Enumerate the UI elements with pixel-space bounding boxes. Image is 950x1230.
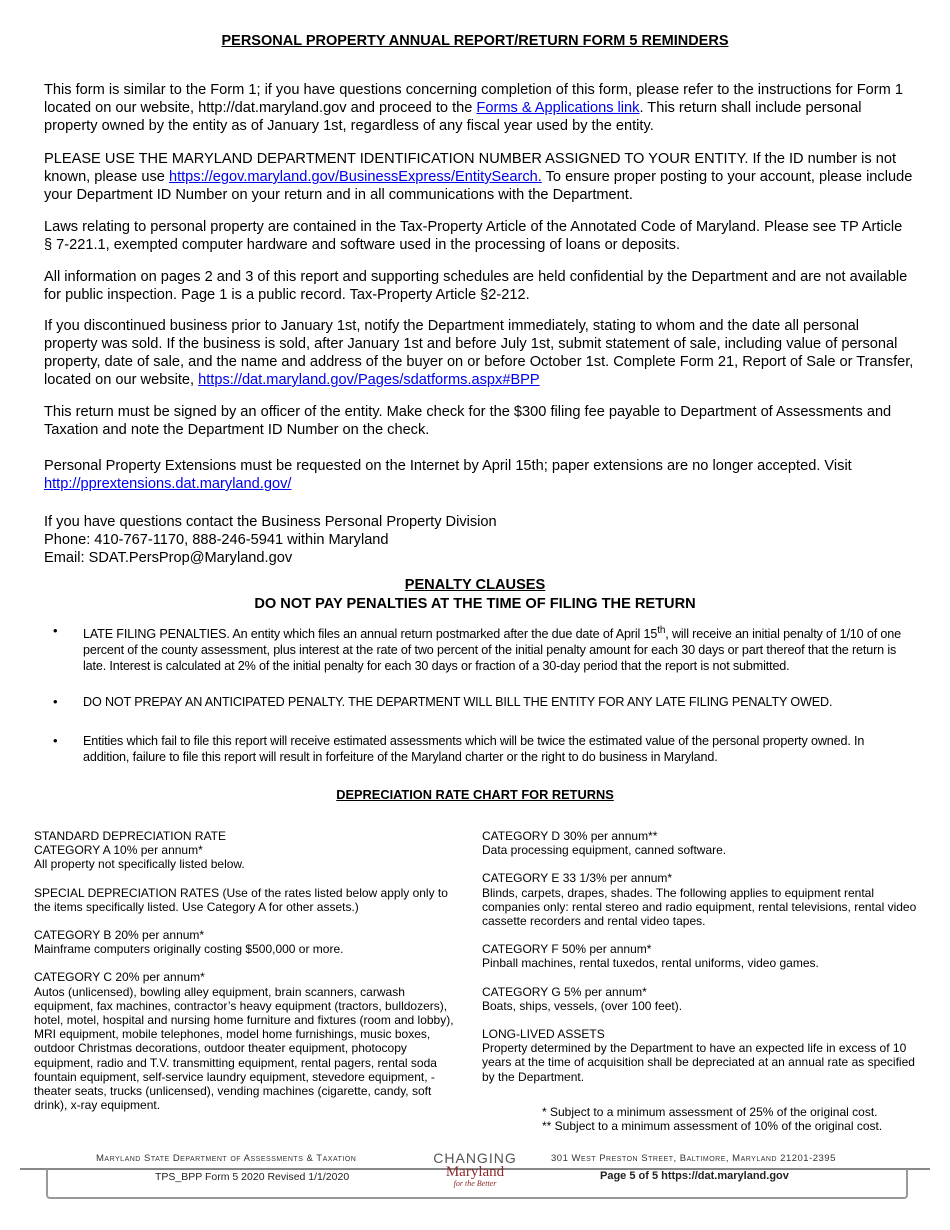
category-e-desc: Blinds, carpets, drapes, shades. The following applies to equipment rental companies only: rental stereo and radio equipment, rental televisions, rental video cassette recorders and rental video tapes.	[482, 885, 917, 929]
category-c-block	[34, 970, 466, 1112]
category-c-label: CATEGORY C 20% per annum*	[34, 970, 205, 985]
sdat-forms-link[interactable]: https://dat.maryland.gov/Pages/sdatforms.aspx#BPP	[198, 372, 540, 388]
page-footer	[0, 1148, 950, 1230]
category-d-label: CATEGORY D 30% per annum**	[482, 829, 658, 843]
long-lived-block	[482, 1027, 922, 1084]
penalty-list-2	[50, 694, 910, 710]
category-g-label: CATEGORY G 5% per annum*	[482, 984, 647, 999]
footnote-single-asterisk: * Subject to a minimum assessment of 25% of the original cost.	[542, 1105, 878, 1119]
category-f-block	[482, 942, 922, 970]
category-e-block	[482, 871, 922, 928]
penalty-list-3	[50, 733, 910, 765]
intro-text: This form is similar to the Form 1; if you have questions concerning completion of this form, please refer to the instructions for Form 1 located on our website, http://dat.maryland.gov and proceed to the	[44, 82, 903, 116]
pprextensions-link[interactable]: http://pprextensions.dat.maryland.gov/	[44, 476, 292, 492]
category-d-block	[482, 829, 922, 857]
logo-line-1: CHANGING	[433, 1150, 517, 1166]
late-filing-text: LATE FILING PENALTIES. An entity which files an annual return postmarked after the due date of April 15	[83, 627, 658, 642]
changing-maryland-logo	[425, 1151, 525, 1188]
standard-rate-block	[34, 829, 466, 872]
logo-line-2: Maryland	[445, 1164, 505, 1180]
footnotes	[542, 1105, 882, 1133]
penalty-list	[50, 623, 910, 674]
department-id-text-end: To ensure proper posting to your account, please include your Department ID Number on your return and in all communications with the Department.	[44, 169, 913, 203]
footer-address: 301 West Preston Street, Baltimore, Maryland 21201-2395	[551, 1153, 836, 1164]
category-a-label: CATEGORY A 10% per annum*	[34, 843, 203, 858]
intro-text-end: . This return shall include personal property owned by the entity as of January 1st, regardless of any fiscal year used by the entity.	[44, 100, 862, 134]
standard-rate-label: STANDARD DEPRECIATION RATE	[34, 829, 227, 843]
list-item	[50, 694, 910, 710]
contact-phone: Phone: 410-767-1170, 888-246-5941 within Maryland	[44, 532, 389, 548]
contact-email: Email: SDAT.PersProp@Maryland.gov	[44, 550, 293, 566]
category-b-desc: Mainframe computers originally costing $500,000 or more.	[34, 942, 344, 957]
confidential-paragraph: All information on pages 2 and 3 of this report and supporting schedules are held confidential by the Department and are not available for public inspection. Page 1 is a public record. Tax-Property Article §2-212.	[44, 269, 908, 303]
logo-line-3: for the Better	[453, 1179, 497, 1188]
signature-paragraph: This return must be signed by an officer of the entity. Make check for the $300 filing fee payable to Department of Assessments and Taxation and note the Department ID Number on the check.	[44, 404, 892, 438]
footer-page-number: Page 5 of 5 https://dat.maryland.gov	[600, 1170, 789, 1182]
extensions-text: Personal Property Extensions must be requested on the Internet by April 15th; paper extensions are no longer accepted. Visit	[44, 458, 852, 474]
long-lived-desc: Property determined by the Department to have an expected life in excess of 10 years at the time of acquisition shall be depreciated at an annual rate as specified by the Department.	[482, 1041, 915, 1084]
penalty-heading: PENALTY CLAUSES	[404, 577, 546, 593]
category-b-block	[34, 928, 466, 956]
category-e-label: CATEGORY E 33 1/3% per annum*	[482, 871, 673, 886]
category-b-label: CATEGORY B 20% per annum*	[34, 928, 205, 943]
entity-search-link[interactable]: https://egov.maryland.gov/BusinessExpress/EntitySearch.	[168, 169, 542, 185]
depreciation-right-column	[482, 829, 922, 1098]
extensions-paragraph	[44, 457, 914, 493]
discontinued-business-paragraph	[44, 317, 914, 389]
contact-intro: If you have questions contact the Business Personal Property Division	[44, 514, 497, 530]
category-a-desc: All property not specifically listed below.	[34, 857, 245, 872]
bullet-icon: •	[53, 623, 58, 638]
long-lived-label: LONG-LIVED ASSETS	[482, 1027, 605, 1042]
late-filing-sup: th	[657, 625, 666, 636]
bullet-icon: •	[53, 733, 58, 748]
category-f-desc: Pinball machines, rental tuxedos, rental uniforms, video games.	[482, 956, 819, 971]
depreciation-title: DEPRECIATION RATE CHART FOR RETURNS	[336, 787, 614, 802]
footer-form-id: TPS_BPP Form 5 2020 Revised 1/1/2020	[155, 1171, 350, 1183]
category-f-label: CATEGORY F 50% per annum*	[482, 942, 652, 957]
forms-applications-link[interactable]: Forms & Applications link	[476, 100, 640, 116]
intro-paragraph	[44, 81, 914, 135]
discontinued-business-text: If you discontinued business prior to January 1st, notify the Department immediately, stating to whom and the date all personal property was sold. If the business is sold, after January 1st and before July 1st, submit statement of sale, including value of personal property, date of sale, and the name and address of the buyer on or before October 1st. Complete Form 21, Report of Sale or Transfer, located on our website,	[44, 318, 914, 388]
department-id-text: PLEASE USE THE MARYLAND DEPARTMENT IDENTIFICATION NUMBER ASSIGNED TO YOUR ENTITY. If the ID number is not known, please use	[44, 151, 897, 185]
list-item	[50, 733, 910, 765]
bullet-icon: •	[53, 694, 58, 709]
category-g-desc: Boats, ships, vessels, (over 100 feet).	[482, 998, 683, 1013]
category-c-desc: Autos (unlicensed), bowling alley equipment, brain scanners, carwash equipment, fax machines, contractor’s heavy equipment (tractors, bulldozers), hotel, motel, hospital and nursing home furniture and fixtures (room and lobby), MRI equipment, mobile telephones, model home furnishings, music boxes, outdoor Christmas decorations, outdoor theater equipment, photocopy equipment, radio and T.V. transmitting equipment, rental pagers, rental soda fountain equipment, self-service laundry equipment, stevedore equipment, - theater seats, trucks (unlicensed), vending machines (cigarette, candy, soft drink), x-ray equipment.	[34, 984, 454, 1113]
prepay-text: DO NOT PREPAY AN ANTICIPATED PENALTY. THE DEPARTMENT WILL BILL THE ENTITY FOR ANY LATE FILING PENALTY OWED.	[83, 695, 833, 709]
category-d-desc: Data processing equipment, canned software.	[482, 843, 727, 858]
late-filing-text-end: , will receive an initial penalty of 1/10 of one percent of the county assessment, plus interest at the rate of two percent of the initial penalty amount for each 30 days or part thereof that the return is late. Interest is calculated at 2% of the initial penalty for each 30 days or fraction of a 30-day period that the report is not submitted.	[83, 627, 901, 674]
contact-block	[44, 513, 914, 567]
page-title: PERSONAL PROPERTY ANNUAL REPORT/RETURN FORM 5 REMINDERS	[221, 33, 729, 49]
laws-paragraph: Laws relating to personal property are contained in the Tax-Property Article of the Annotated Code of Maryland. Please see TP Article § 7-221.1, exempted computer hardware and software used in the processing of loans or deposits.	[44, 219, 903, 253]
failure-text: Entities which fail to file this report will receive estimated assessments which will be twice the estimated value of the personal property owned. In addition, failure to file this report will result in forfeiture of the Maryland charter or the right to do business in Maryland.	[83, 734, 865, 764]
footer-agency: Maryland State Department of Assessments & Taxation	[96, 1153, 357, 1164]
footnote-double-asterisk: ** Subject to a minimum assessment of 10% of the original cost.	[542, 1119, 883, 1134]
category-g-block	[482, 985, 922, 1013]
depreciation-left-column	[34, 829, 466, 1126]
department-id-paragraph	[44, 150, 914, 204]
special-rates-text: SPECIAL DEPRECIATION RATES (Use of the rates listed below apply only to the items specifically listed. Use Category A for other assets.)	[34, 885, 448, 914]
list-item	[50, 623, 910, 674]
penalty-subheading: DO NOT PAY PENALTIES AT THE TIME OF FILING THE RETURN	[254, 596, 696, 612]
